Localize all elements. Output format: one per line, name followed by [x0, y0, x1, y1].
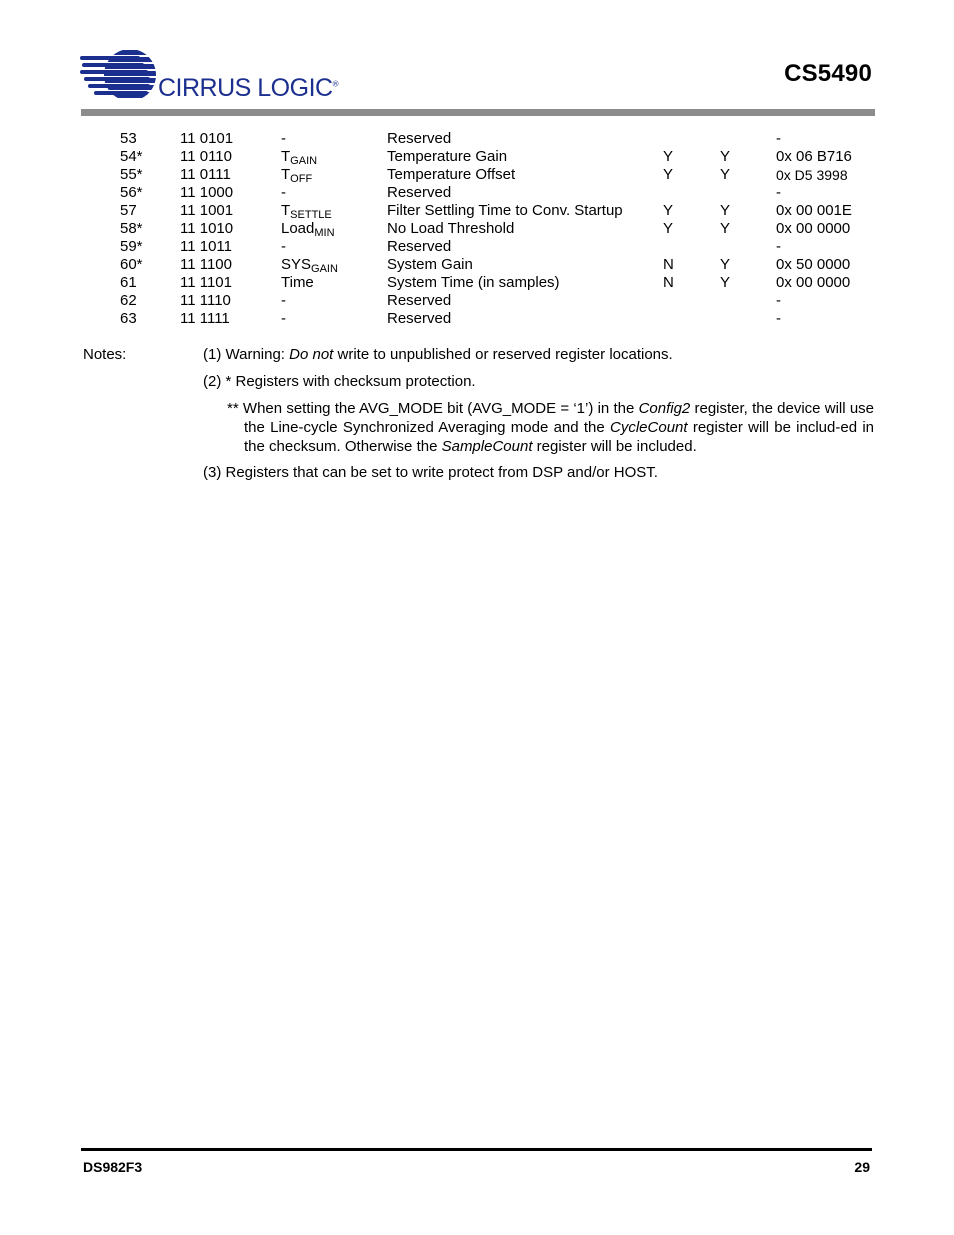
register-name: - [281, 292, 286, 309]
header-divider-bar [81, 109, 875, 116]
register-description: Reserved [387, 184, 452, 201]
write-protect-flag [720, 292, 776, 310]
register-name: $SYS_{GAIN}$ [281, 256, 338, 275]
default-value: 0x 06 B716 [776, 148, 852, 165]
register-name: Time [281, 274, 314, 291]
write-protect-flag: Y [720, 166, 731, 183]
checksum-flag: Y [663, 166, 674, 183]
write-protect-flag: Y [720, 202, 731, 219]
register-address-binary: 11 1000 [180, 184, 234, 201]
register-description: Temperature Gain [387, 148, 508, 165]
default-value: - [776, 238, 781, 255]
default-value: - [776, 292, 781, 309]
register-description: No Load Threshold [387, 220, 515, 237]
register-name-subscript: GAIN [290, 155, 318, 167]
register-name: - [281, 130, 286, 147]
note-2-checksum-detail: ** When setting the AVG_MODE bit (AVG_MODE = ‘1’) in the Config2 register, the device will use the Line-cycle Synchronized Averaging mode and the CycleCount register will be includ-ed in the checksum. Otherwise the SampleCount register will be included. [227, 400, 875, 455]
register-description: Reserved [387, 310, 452, 327]
register-address-binary: 11 0111 [180, 166, 231, 183]
notes-label: Notes: [83, 346, 127, 363]
write-protect-flag: Y [720, 256, 731, 273]
table-row [81, 256, 876, 274]
register-name-subscript: MIN [314, 227, 335, 239]
register-number: 63 [120, 310, 137, 327]
register-name: - [281, 310, 286, 327]
write-protect-flag: Y [720, 220, 731, 237]
write-protect-flag [720, 130, 776, 148]
register-name-subscript: GAIN [311, 263, 338, 275]
checksum-flag [663, 130, 720, 148]
register-name: Load$_{MIN}$ [281, 220, 335, 239]
checksum-flag [663, 238, 720, 256]
register-table [81, 130, 876, 328]
register-number: 58* [120, 220, 143, 237]
register-description: Filter Settling Time to Conv. Startup [387, 202, 623, 219]
default-value: 0x 00 001E [776, 202, 852, 219]
register-address-binary: 11 0110 [180, 148, 232, 165]
logo-text: CIRRUS LOGIC [158, 74, 333, 102]
register-number: 54* [120, 148, 143, 165]
default-value: - [776, 184, 781, 201]
register-address-binary: 11 1010 [180, 220, 234, 237]
register-name: $T_{GAIN}$ [281, 148, 318, 167]
register-description: Temperature Offset [387, 166, 516, 183]
logo-wordmark [158, 74, 338, 103]
register-name: $T_{SETTLE}$ [281, 202, 332, 221]
register-name-subscript: OFF [290, 173, 313, 185]
register-name-subscript: SETTLE [290, 209, 332, 221]
table-row [81, 292, 876, 310]
register-address-binary: 11 1001 [180, 202, 234, 219]
register-address-binary: 11 1110 [180, 292, 231, 309]
note-2: (2) * Registers with checksum protection. [203, 373, 476, 390]
footer-page-number: 29 [854, 1159, 870, 1175]
register-name: $T_{OFF}$ [281, 166, 313, 185]
checksum-flag: Y [663, 202, 674, 219]
default-value: 0x D5 3998 [776, 167, 848, 183]
table-row [81, 238, 876, 256]
write-protect-flag [720, 238, 776, 256]
default-value: 0x 00 0000 [776, 274, 851, 291]
footer-doc-id: DS982F3 [83, 1159, 143, 1175]
register-number: 60* [120, 256, 143, 273]
checksum-flag [663, 310, 720, 328]
table-row [81, 148, 876, 166]
checksum-flag: N [663, 256, 674, 273]
table-row [81, 310, 876, 328]
register-description: Reserved [387, 292, 452, 309]
table-row [81, 166, 876, 184]
register-description: System Gain [387, 256, 473, 273]
register-address-binary: 11 0101 [180, 130, 234, 147]
checksum-flag: Y [663, 220, 674, 237]
register-name: - [281, 238, 286, 255]
checksum-flag [663, 292, 720, 310]
register-number: 56* [120, 184, 143, 201]
table-row [81, 202, 876, 220]
register-number: 61 [120, 274, 137, 291]
register-address-binary: 11 1111 [180, 310, 230, 327]
register-address-binary: 11 1100 [180, 256, 232, 273]
checksum-flag: Y [663, 148, 674, 165]
default-value: - [776, 130, 781, 147]
write-protect-flag [720, 310, 776, 328]
registered-mark: ® [332, 79, 338, 89]
table-row [81, 130, 876, 148]
write-protect-flag: Y [720, 274, 731, 291]
register-description: System Time (in samples) [387, 274, 560, 291]
table-row [81, 220, 876, 238]
checksum-flag [663, 184, 720, 202]
checksum-flag: N [663, 274, 674, 291]
table-row [81, 274, 876, 292]
default-value: 0x 50 0000 [776, 256, 851, 273]
register-number: 59* [120, 238, 143, 255]
footer-divider [81, 1148, 872, 1151]
cirrus-logic-logo [80, 50, 342, 102]
write-protect-flag: Y [720, 148, 731, 165]
default-value: 0x 00 0000 [776, 220, 851, 237]
register-number: 62 [120, 292, 137, 309]
register-name: - [281, 184, 286, 201]
register-description: Reserved [387, 130, 452, 147]
note-1: (1) Warning: Do not write to unpublished or reserved register locations. [203, 346, 673, 363]
register-address-binary: 11 1101 [180, 274, 232, 291]
register-number: 53 [120, 130, 137, 147]
register-description: Reserved [387, 238, 452, 255]
write-protect-flag [720, 184, 776, 202]
table-row [81, 184, 876, 202]
document-title: CS5490 [784, 60, 872, 87]
register-address-binary: 11 1011 [180, 238, 232, 255]
note-3: (3) Registers that can be set to write protect from DSP and/or HOST. [203, 464, 658, 481]
register-number: 57 [120, 202, 137, 219]
default-value: - [776, 310, 781, 327]
register-number: 55* [120, 166, 143, 183]
